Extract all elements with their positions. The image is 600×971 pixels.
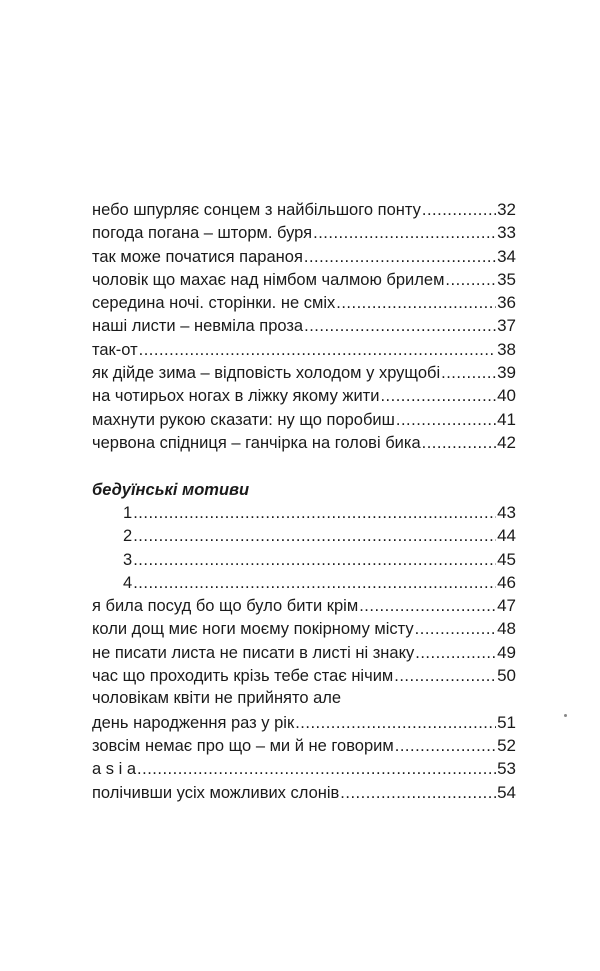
entry-page: 44 xyxy=(497,526,516,546)
dot-leader xyxy=(139,339,496,362)
toc-entry xyxy=(92,664,516,687)
entry-page: 37 xyxy=(497,316,516,336)
entry-title: зовсім немає про що – ми й не говорим xyxy=(92,736,394,755)
toc-entry xyxy=(92,198,516,221)
entry-title: я била посуд бо що було бити крім xyxy=(92,597,359,616)
dot-leader xyxy=(422,432,496,455)
toc-entry xyxy=(92,338,516,361)
dot-leader xyxy=(313,222,496,245)
toc-subentry xyxy=(92,524,516,547)
toc-entry xyxy=(92,268,516,291)
entry-page: 43 xyxy=(497,503,516,522)
entry-title: час що проходить крізь тебе стає нічим xyxy=(92,667,394,686)
entry-page: 35 xyxy=(497,269,516,289)
dot-leader xyxy=(137,758,496,781)
dot-leader xyxy=(415,642,496,665)
toc-entry xyxy=(92,384,516,407)
entry-title: 2 xyxy=(123,527,133,546)
toc-entry xyxy=(92,291,516,314)
section-heading: бедуїнські мотиви xyxy=(92,481,250,499)
toc-entry xyxy=(92,757,516,780)
entry-page: 42 xyxy=(497,432,516,452)
dot-leader xyxy=(133,572,496,595)
entry-page: 41 xyxy=(497,409,516,429)
dot-leader xyxy=(394,665,496,688)
entry-page: 34 xyxy=(497,246,516,266)
dot-leader xyxy=(133,525,496,548)
toc-entry xyxy=(92,711,516,734)
toc-entry xyxy=(92,734,516,757)
entry-page: 33 xyxy=(497,223,516,243)
toc-entry xyxy=(92,361,516,384)
dot-leader xyxy=(304,315,496,338)
entry-title: махнути рукою сказати: ну що поробиш xyxy=(92,410,395,429)
entry-page: 40 xyxy=(497,386,516,406)
entry-page: 47 xyxy=(497,596,516,616)
toc-entry xyxy=(92,617,516,640)
dot-leader xyxy=(445,269,496,292)
dot-leader xyxy=(396,409,496,432)
entry-page: 52 xyxy=(497,735,516,755)
entry-title-line1: чоловікам квіти не прийнято але xyxy=(92,689,342,708)
dot-leader xyxy=(336,292,496,315)
entry-title: так-от xyxy=(92,340,138,359)
entry-title: 4 xyxy=(123,573,133,592)
entry-title: як дійде зима – відповість холодом у хрущобі xyxy=(92,364,441,383)
entry-page: 32 xyxy=(497,200,516,219)
entry-title: наші листи – невміла проза xyxy=(92,317,304,336)
toc-entry xyxy=(92,641,516,664)
entry-title: 3 xyxy=(123,550,133,569)
entry-title: a s i a xyxy=(92,760,137,779)
toc-subentry xyxy=(92,501,516,524)
dot-leader xyxy=(133,502,496,525)
toc-entry xyxy=(92,594,516,617)
toc-entry xyxy=(92,245,516,268)
entry-page: 51 xyxy=(497,712,516,732)
dot-leader xyxy=(380,385,496,408)
entry-title: небо шпурляє сонцем з найбільшого понту xyxy=(92,201,421,219)
toc-entry xyxy=(92,431,516,454)
toc-entry xyxy=(92,221,516,244)
dot-leader xyxy=(295,712,496,735)
entry-title: не писати листа не писати в листі ні знаку xyxy=(92,643,415,662)
entry-page: 39 xyxy=(497,363,516,383)
entry-title: погода погана – шторм. буря xyxy=(92,224,313,243)
toc-section-2 xyxy=(92,501,516,804)
entry-title: коли дощ миє ноги моєму покірному місту xyxy=(92,620,414,639)
entry-page: 45 xyxy=(497,549,516,569)
entry-page: 54 xyxy=(497,782,516,802)
toc-section-1 xyxy=(92,198,516,454)
toc-entry xyxy=(92,781,516,804)
entry-page: 49 xyxy=(497,642,516,662)
entry-title: чоловік що махає над німбом чалмою брилем xyxy=(92,270,445,289)
dot-leader xyxy=(304,246,496,269)
dot-leader xyxy=(359,595,496,618)
dot-leader xyxy=(441,362,496,385)
entry-page: 48 xyxy=(497,619,516,639)
entry-title: так може початися параноя xyxy=(92,247,303,266)
entry-page: 46 xyxy=(497,572,516,592)
dot-leader xyxy=(415,618,496,641)
toc-subentry xyxy=(92,571,516,594)
entry-title: середина ночі. сторінки. не сміх xyxy=(92,294,336,313)
dot-leader xyxy=(395,735,496,758)
entry-title: полічивши усіх можливих слонів xyxy=(92,783,340,802)
dot-leader xyxy=(133,549,496,572)
entry-page: 38 xyxy=(497,339,516,359)
entry-title: 1 xyxy=(123,504,133,522)
entry-title-line2: день народження раз у рік xyxy=(92,713,295,732)
entry-page: 50 xyxy=(497,666,516,686)
print-speck xyxy=(564,714,567,717)
entry-page: 36 xyxy=(497,293,516,313)
entry-title: червона спідниця – ганчірка на голові бика xyxy=(92,433,421,452)
toc-subentry xyxy=(92,548,516,571)
entry-title: на чотирьох ногах в ліжку якому жити xyxy=(92,387,380,406)
toc-entry xyxy=(92,408,516,431)
toc-entry xyxy=(92,314,516,337)
dot-leader xyxy=(422,199,496,222)
entry-page: 53 xyxy=(497,759,516,779)
dot-leader xyxy=(340,782,496,805)
